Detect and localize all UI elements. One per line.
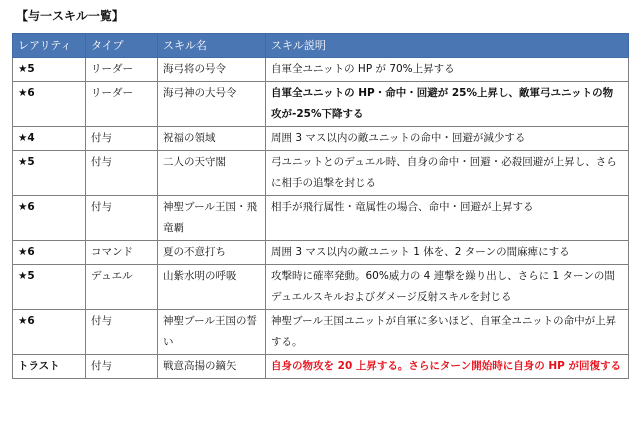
table-row (13, 82, 629, 127)
table-row (13, 58, 629, 82)
rarity-cell: ★5 (13, 151, 86, 196)
skill-name-cell: 二人の天守閣 (158, 151, 266, 196)
rarity-cell: ★6 (13, 196, 86, 241)
skill-description-cell: 自身の物攻を 20 上昇する。さらにターン開始時に自身の HP が回復する (266, 355, 629, 379)
rarity-cell: ★6 (13, 241, 86, 265)
skill-name-cell: 神聖ブール王国・飛竜覇 (158, 196, 266, 241)
column-header-rarity: レアリティ (13, 34, 86, 58)
rarity-cell: ★5 (13, 265, 86, 310)
type-cell: デュエル (86, 265, 158, 310)
skill-name-cell: 海弓神の大号令 (158, 82, 266, 127)
table-header-row (13, 34, 629, 58)
skill-name-cell: 神聖ブール王国の誓い (158, 310, 266, 355)
skill-name-cell: 山紫水明の呼吸 (158, 265, 266, 310)
column-header-skill-description: スキル説明 (266, 34, 629, 58)
column-header-type: タイプ (86, 34, 158, 58)
skill-description-cell: 周囲 3 マス以内の敵ユニット 1 体を、2 ターンの間麻痺にする (266, 241, 629, 265)
table-row (13, 265, 629, 310)
skill-description-cell: 周囲 3 マス以内の敵ユニットの命中・回避が減少する (266, 127, 629, 151)
skill-name-cell: 戦意高揚の鏑矢 (158, 355, 266, 379)
column-header-skill-name: スキル名 (158, 34, 266, 58)
type-cell: コマンド (86, 241, 158, 265)
table-row (13, 127, 629, 151)
type-cell: 付与 (86, 355, 158, 379)
rarity-cell: ★5 (13, 58, 86, 82)
skill-description-cell: 神聖ブール王国ユニットが自軍に多いほど、自軍全ユニットの命中が上昇する。 (266, 310, 629, 355)
type-cell: 付与 (86, 127, 158, 151)
table-row (13, 310, 629, 355)
skill-name-cell: 祝福の領域 (158, 127, 266, 151)
type-cell: 付与 (86, 310, 158, 355)
table-row (13, 196, 629, 241)
skill-name-cell: 夏の不意打ち (158, 241, 266, 265)
rarity-cell: トラスト (13, 355, 86, 379)
rarity-cell: ★6 (13, 310, 86, 355)
skill-description-cell: 相手が飛行属性・竜属性の場合、命中・回避が上昇する (266, 196, 629, 241)
skill-description-cell: 自軍全ユニットの HP・命中・回避が 25%上昇し、敵軍弓ユニットの物攻が-25%下降する (266, 82, 629, 127)
type-cell: 付与 (86, 151, 158, 196)
skill-description-cell: 自軍全ユニットの HP が 70%上昇する (266, 58, 629, 82)
skill-table (12, 33, 629, 379)
skill-description-cell: 攻撃時に確率発動。60%威力の 4 連撃を繰り出し、さらに 1 ターンの間デュエルスキルおよびダメージ反射スキルを封じる (266, 265, 629, 310)
page-heading: 【与一スキル一覧】 (16, 9, 124, 23)
table-row (13, 151, 629, 196)
type-cell: 付与 (86, 196, 158, 241)
skill-description-cell: 弓ユニットとのデュエル時、自身の命中・回避・必殺回避が上昇し、さらに相手の追撃を封じる (266, 151, 629, 196)
rarity-cell: ★4 (13, 127, 86, 151)
type-cell: リーダー (86, 82, 158, 127)
table-row (13, 355, 629, 379)
type-cell: リーダー (86, 58, 158, 82)
rarity-cell: ★6 (13, 82, 86, 127)
table-row (13, 241, 629, 265)
skill-name-cell: 海弓将の号令 (158, 58, 266, 82)
